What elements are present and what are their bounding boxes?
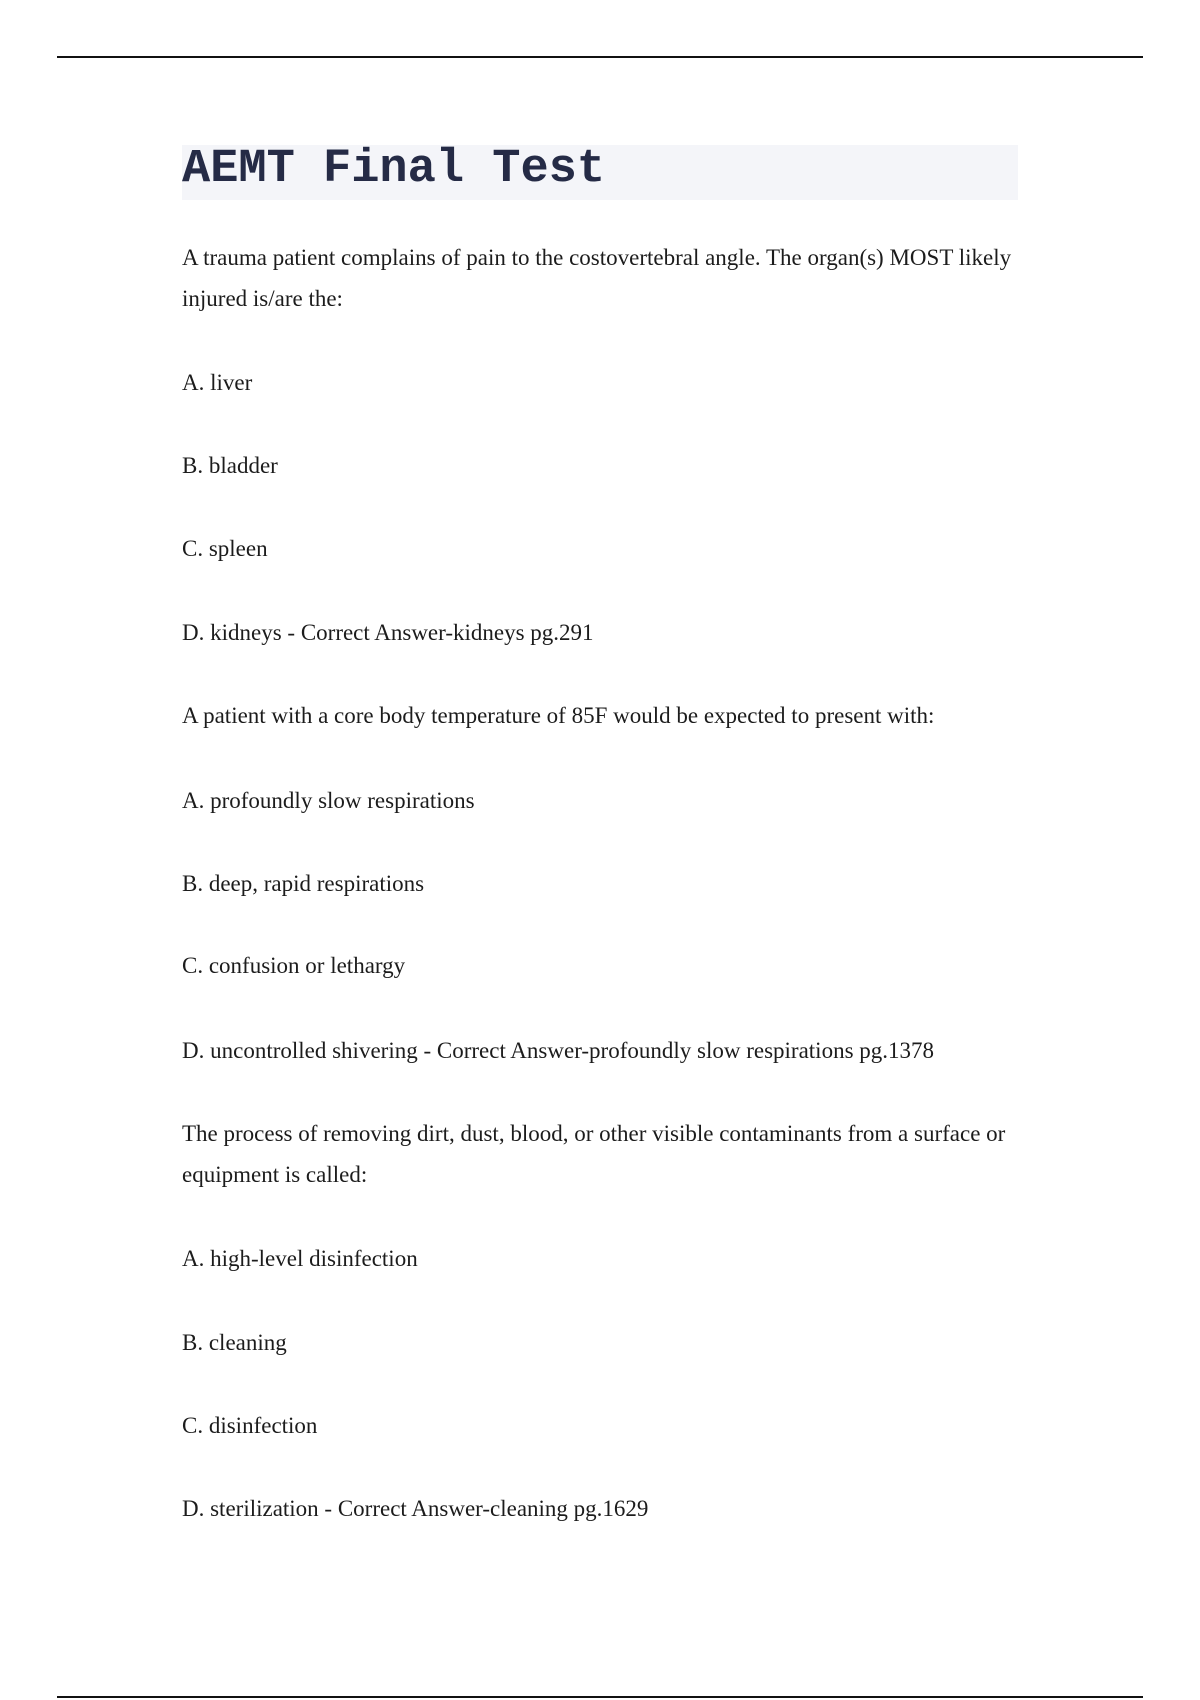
question-3-option-b: B. cleaning [182,1330,287,1355]
question-1-option-d-answer: D. kidneys - Correct Answer-kidneys pg.291 [182,620,594,645]
question-1-prompt: A trauma patient complains of pain to the costovertebral angle. The organ(s) MOST likely injured is/are the: [182,245,1012,311]
question-3-prompt: The process of removing dirt, dust, blood, or other visible contaminants from a surface or equipment is called: [182,1121,1006,1187]
question-3-option-d-answer: D. sterilization - Correct Answer-cleaning pg.1629 [182,1496,649,1521]
page-top-rule [57,56,1143,58]
document-title: AEMT Final Test [182,143,606,196]
question-2-option-b: B. deep, rapid respirations [182,871,425,896]
question-3-option-a: A. high-level disinfection [182,1246,418,1271]
page-bottom-rule [57,1696,1143,1698]
question-2-option-d-answer: D. uncontrolled shivering - Correct Answer-profoundly slow respirations pg.1378 [182,1038,935,1063]
question-2-option-c: C. confusion or lethargy [182,953,406,978]
question-2-prompt: A patient with a core body temperature of 85F would be expected to present with: [182,703,935,728]
question-2-option-a: A. profoundly slow respirations [182,788,475,813]
question-3-option-c: C. disinfection [182,1413,318,1438]
question-1-option-b: B. bladder [182,453,278,478]
question-1-option-a: A. liver [182,370,253,395]
question-1-option-c: C. spleen [182,536,268,561]
